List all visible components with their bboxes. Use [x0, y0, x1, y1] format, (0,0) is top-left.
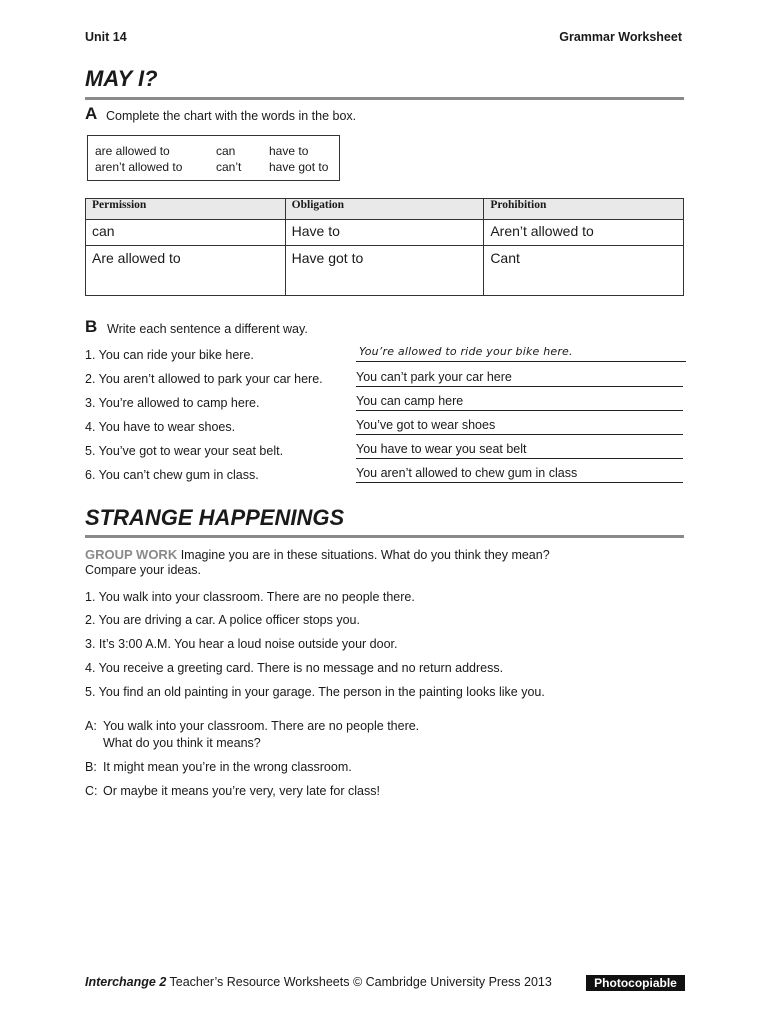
answer-line[interactable]: You have to wear you seat belt [356, 442, 683, 459]
dialogue-line: It might mean you’re in the wrong classroom. [103, 760, 352, 774]
group-work-instruction [85, 547, 550, 562]
photocopiable-badge: Photocopiable [586, 975, 685, 991]
chart-header-permission: Permission [86, 199, 286, 220]
word-box-item: have got to [269, 160, 329, 174]
sentence-prompt: 1. You can ride your bike here. [85, 348, 254, 362]
chart-cell[interactable]: Have got to [285, 246, 484, 296]
group-work-text: Imagine you are in these situations. What do you think they mean? [180, 548, 550, 562]
dialogue-speaker: C: [85, 784, 98, 798]
sentence-prompt: 4. You have to wear shoes. [85, 420, 236, 434]
sentence-prompt: 6. You can’t chew gum in class. [85, 468, 259, 482]
dialogue-line: You walk into your classroom. There are no people there. [103, 719, 420, 733]
chart-header-prohibition: Prohibition [484, 199, 684, 220]
part-a-letter: A [85, 104, 98, 123]
word-box-item: are allowed to [95, 144, 170, 158]
group-work-instruction-2: Compare your ideas. [85, 563, 202, 577]
chart-cell[interactable]: Aren’t allowed to [484, 220, 684, 246]
section-divider [85, 535, 684, 538]
word-box-item: can [216, 144, 236, 158]
group-work-label: GROUP WORK [85, 547, 178, 562]
dialogue-line: What do you think it means? [103, 736, 261, 750]
word-box-item: have to [269, 144, 309, 158]
chart-cell[interactable]: can [86, 220, 286, 246]
word-box-item: can’t [216, 160, 242, 174]
chart-header-obligation: Obligation [285, 199, 484, 220]
word-box [87, 135, 340, 181]
chart-cell[interactable]: Cant [484, 246, 684, 296]
part-b-letter: B [85, 317, 98, 336]
chart-cell[interactable]: Have to [285, 220, 484, 246]
grammar-chart [85, 198, 684, 296]
dialogue-speaker: A: [85, 719, 97, 733]
part-a-instruction: Complete the chart with the words in the box. [106, 109, 357, 123]
footer-text: Teacher’s Resource Worksheets © Cambridge University Press 2013 [169, 975, 552, 989]
word-box-item: aren’t allowed to [95, 160, 183, 174]
answer-line[interactable]: You can’t park your car here [356, 370, 683, 387]
section-title-may-i: MAY I? [85, 66, 158, 91]
footer-credit [85, 975, 552, 989]
answer-line[interactable]: You’re allowed to ride your bike here. [356, 345, 686, 362]
sentence-prompt: 5. You’ve got to wear your seat belt. [85, 444, 284, 458]
dialogue-line: Or maybe it means you’re very, very late for class! [103, 784, 380, 798]
unit-label: Unit 14 [85, 30, 127, 44]
answer-line[interactable]: You aren’t allowed to chew gum in class [356, 466, 683, 483]
footer-book-title: Interchange 2 [85, 975, 167, 989]
situation-item: 2. You are driving a car. A police officer stops you. [85, 613, 360, 627]
situation-item: 3. It’s 3:00 A.M. You hear a loud noise outside your door. [85, 637, 398, 651]
sentence-prompt: 2. You aren’t allowed to park your car here. [85, 372, 323, 386]
chart-cell[interactable]: Are allowed to [86, 246, 286, 296]
answer-line[interactable]: You can camp here [356, 394, 683, 411]
section-divider [85, 97, 684, 100]
section-title-strange-happenings: STRANGE HAPPENINGS [85, 505, 345, 530]
part-b-instruction: Write each sentence a different way. [107, 322, 308, 336]
sentence-prompt: 3. You’re allowed to camp here. [85, 396, 260, 410]
answer-line[interactable]: You’ve got to wear shoes [356, 418, 683, 435]
situation-item: 5. You find an old painting in your garage. The person in the painting looks like you. [85, 685, 545, 699]
situation-item: 1. You walk into your classroom. There are no people there. [85, 590, 415, 604]
situation-item: 4. You receive a greeting card. There is no message and no return address. [85, 661, 504, 675]
dialogue-speaker: B: [85, 760, 97, 774]
worksheet-label: Grammar Worksheet [559, 30, 682, 44]
